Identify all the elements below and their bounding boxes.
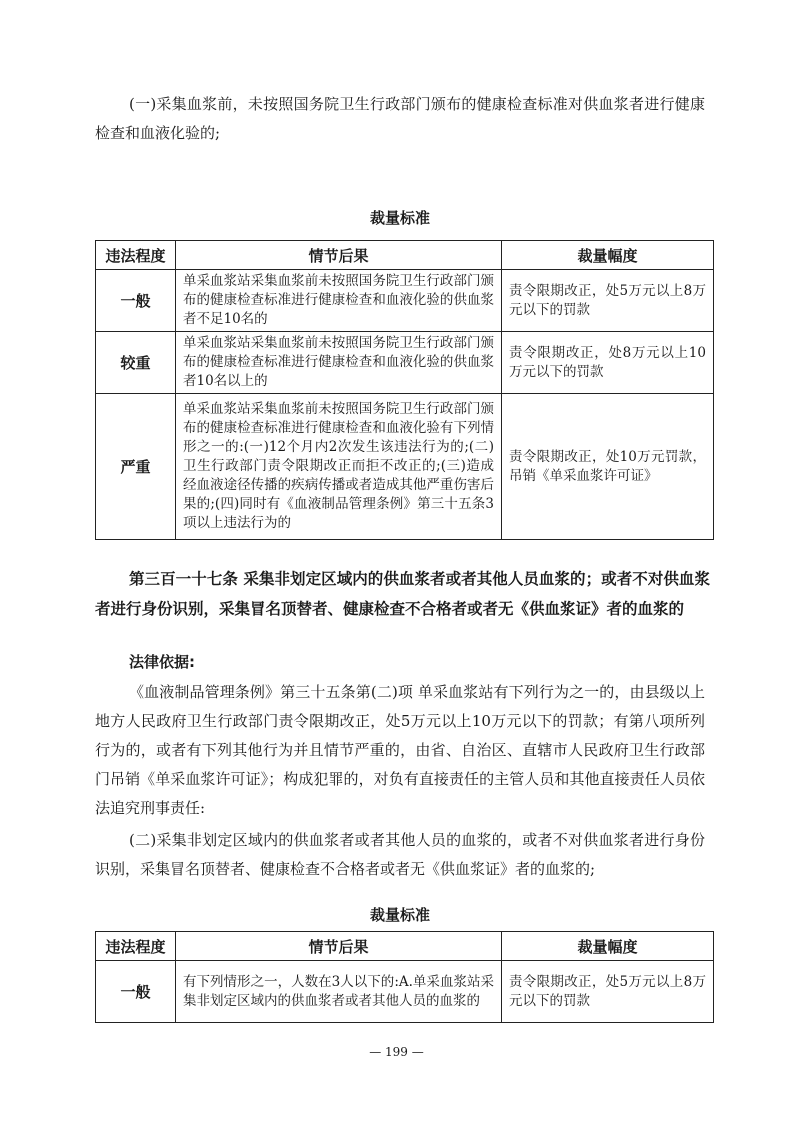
table-row (96, 270, 714, 332)
row-level: 一般 (96, 270, 176, 332)
row-level: 较重 (96, 332, 176, 394)
legal-basis-paragraph-1: 《血液制品管理条例》第三十五条第(二)项 单采血浆站有下列行为之一的，由县级以上地方人民政府卫生行政部门责令限期改正，处5万元以上10万元以下的罚款；有第八项所列行为的，或者有下列其他行为并且情节严重的，由省、自治区、直辖市人民政府卫生行政部门吊销《单采血浆许可证》；构成犯罪的，对负有直接责任的主管人员和其他直接责任人员依法追究刑事责任: (95, 683, 705, 817)
header-penalty-range: 裁量幅度 (502, 932, 714, 961)
table-header-row (96, 932, 714, 961)
table1-caption: 裁量标准 (369, 209, 430, 227)
header-circumstance: 情节后果 (176, 932, 502, 961)
table-row (96, 332, 714, 394)
table-row (96, 961, 714, 1023)
row-penalty: 责令限期改正，处5万元以上8万元以下的罚款 (502, 961, 714, 1023)
row-level: 严重 (96, 394, 176, 540)
row-penalty: 责令限期改正，处10万元罚款，吊销《单采血浆许可证》 (502, 394, 714, 540)
row-penalty: 责令限期改正，处5万元以上8万元以下的罚款 (502, 270, 714, 332)
discretion-table-2 (95, 931, 714, 1023)
legal-basis-label: 法律依据: (129, 653, 195, 671)
header-violation-degree: 违法程度 (96, 932, 176, 961)
article-317: 第三百一十七条 采集非划定区域内的供血浆者或者其他人员血浆的；或者不对供血浆者进行身份识别，采集冒名顶替者、健康检查不合格者或者无《供血浆证》者的血浆的 (95, 570, 710, 618)
header-violation-degree: 违法程度 (96, 241, 176, 270)
row-level: 一般 (96, 961, 176, 1023)
row-circumstance: 单采血浆站采集血浆前未按照国务院卫生行政部门颁布的健康检查标准进行健康检查和血液化验的供血浆者10名以上的 (176, 332, 502, 394)
page-number: — 199 — (369, 1045, 424, 1059)
row-circumstance: 有下列情形之一，人数在3人以下的:A.单采血浆站采集非划定区域内的供血浆者或者其他人员的血浆的 (176, 961, 502, 1023)
header-circumstance: 情节后果 (176, 241, 502, 270)
table-header-row (96, 241, 714, 270)
discretion-table-1 (95, 240, 714, 540)
row-circumstance: 单采血浆站采集血浆前未按照国务院卫生行政部门颁布的健康检查标准进行健康检查和血液化验有下列情形之一的:(一)12个月内2次发生该违法行为的;(二)卫生行政部门责令限期改正而拒不改正的;(三)造成经血液途径传播的疾病传播或者造成其他严重伤害后果的;(四)同时有《血液制品管理条例》第三十五条3项以上违法行为的 (176, 394, 502, 540)
table-row (96, 394, 714, 540)
header-penalty-range: 裁量幅度 (502, 241, 714, 270)
row-penalty: 责令限期改正，处8万元以上10万元以下的罚款 (502, 332, 714, 394)
paragraph-top: (一)采集血浆前，未按照国务院卫生行政部门颁布的健康检查标准对供血浆者进行健康检查和血液化验的; (95, 95, 705, 142)
table2-caption: 裁量标准 (369, 906, 430, 924)
legal-basis-paragraph-2: (二)采集非划定区域内的供血浆者或者其他人员的血浆的，或者不对供血浆者进行身份识别，采集冒名顶替者、健康检查不合格者或者无《供血浆证》者的血浆的; (95, 831, 705, 878)
row-circumstance: 单采血浆站采集血浆前未按照国务院卫生行政部门颁布的健康检查标准进行健康检查和血液化验的供血浆者不足10名的 (176, 270, 502, 332)
